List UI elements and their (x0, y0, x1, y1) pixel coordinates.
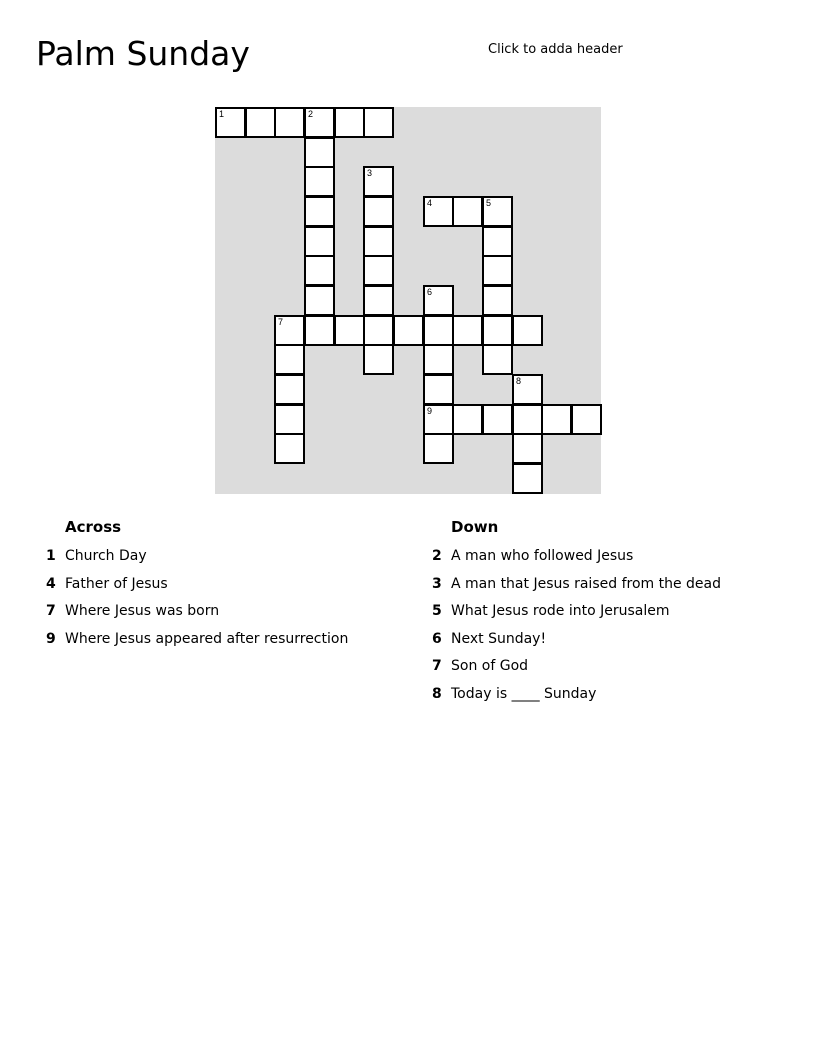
clue-text: Father of Jesus (65, 575, 168, 592)
down-clue (432, 685, 802, 713)
clue-number: 7 (278, 317, 284, 327)
crossword-cell[interactable] (423, 285, 454, 316)
crossword-cell[interactable] (482, 315, 513, 346)
crossword-cell[interactable] (274, 404, 305, 435)
across-clue (46, 547, 406, 575)
crossword-cell[interactable] (482, 404, 513, 435)
clue-number: 8 (516, 376, 522, 386)
clue-text: A man that Jesus raised from the dead (451, 575, 721, 592)
crossword-cell[interactable] (363, 226, 394, 257)
crossword-cell[interactable] (304, 166, 335, 197)
crossword-cell[interactable] (482, 285, 513, 316)
crossword-cell[interactable] (274, 374, 305, 405)
add-header-placeholder[interactable]: Click to adda header (488, 42, 623, 57)
clue-number: 6 (427, 287, 433, 297)
page-title: Palm Sunday (36, 34, 250, 73)
crossword-cell[interactable] (334, 315, 365, 346)
crossword-cell[interactable] (215, 107, 246, 138)
clue-number: 4 (427, 198, 433, 208)
clue-text: A man who followed Jesus (451, 548, 634, 564)
crossword-cell[interactable] (512, 315, 543, 346)
down-clue-list (432, 547, 802, 712)
crossword-cell[interactable] (512, 374, 543, 405)
crossword-cell[interactable] (512, 433, 543, 464)
crossword-cell[interactable] (274, 107, 305, 138)
clue-number: 5 (486, 198, 492, 208)
clue-number: 8 (432, 685, 442, 702)
crossword-grid (215, 107, 601, 494)
crossword-cell[interactable] (482, 344, 513, 375)
clue-number: 2 (432, 548, 442, 564)
crossword-cell[interactable] (363, 107, 394, 138)
crossword-cell[interactable] (482, 196, 513, 227)
clue-number: 9 (46, 630, 56, 647)
clue-number: 7 (432, 658, 442, 674)
clue-number: 3 (432, 575, 442, 592)
crossword-cell[interactable] (304, 226, 335, 257)
clue-number: 9 (427, 406, 433, 416)
crossword-cell[interactable] (423, 315, 454, 346)
crossword-cell[interactable] (482, 226, 513, 257)
crossword-cell[interactable] (245, 107, 276, 138)
crossword-cell[interactable] (334, 107, 365, 138)
across-clue-list (46, 547, 406, 657)
crossword-cell[interactable] (423, 404, 454, 435)
crossword-cell[interactable] (452, 196, 483, 227)
clue-number: 3 (367, 168, 373, 178)
crossword-cell[interactable] (423, 374, 454, 405)
crossword-cell[interactable] (304, 107, 335, 138)
down-clue (432, 602, 802, 630)
down-heading: Down (451, 518, 499, 536)
clue-number: 6 (432, 630, 442, 647)
crossword-cell[interactable] (363, 196, 394, 227)
crossword-cell[interactable] (423, 433, 454, 464)
across-clues (46, 517, 406, 657)
crossword-cell[interactable] (571, 404, 602, 435)
crossword-cell[interactable] (423, 344, 454, 375)
crossword-cell[interactable] (274, 433, 305, 464)
crossword-cell[interactable] (452, 404, 483, 435)
crossword-cell[interactable] (423, 196, 454, 227)
crossword-cell[interactable] (541, 404, 572, 435)
down-clue (432, 657, 802, 685)
down-clues (432, 517, 802, 712)
across-clue (46, 602, 406, 630)
crossword-cell[interactable] (393, 315, 424, 346)
clue-number: 1 (219, 109, 225, 119)
crossword-cell[interactable] (274, 344, 305, 375)
down-clue (432, 575, 802, 603)
crossword-cell[interactable] (363, 315, 394, 346)
crossword-cell[interactable] (363, 285, 394, 316)
crossword-cell[interactable] (363, 166, 394, 197)
down-clue (432, 630, 802, 658)
clue-number: 1 (46, 548, 56, 564)
clue-text: Next Sunday! (451, 630, 547, 647)
crossword-cell[interactable] (304, 315, 335, 346)
clue-text: Son of God (451, 658, 529, 674)
crossword-cell[interactable] (363, 255, 394, 286)
clue-text: Today is ____ Sunday (451, 685, 597, 702)
across-clue (46, 630, 406, 658)
across-clue (46, 575, 406, 603)
crossword-cell[interactable] (363, 344, 394, 375)
clue-text: Church Day (65, 548, 147, 564)
clue-text: Where Jesus appeared after resurrection (65, 630, 349, 647)
clue-number: 2 (308, 109, 314, 119)
clue-text: What Jesus rode into Jerusalem (451, 603, 670, 619)
clue-number: 5 (432, 603, 442, 619)
crossword-cell[interactable] (274, 315, 305, 346)
across-heading: Across (65, 518, 122, 536)
crossword-cell[interactable] (304, 196, 335, 227)
clue-text: Where Jesus was born (65, 603, 220, 619)
clue-number: 7 (46, 603, 56, 619)
clue-number: 4 (46, 575, 56, 592)
crossword-cell[interactable] (452, 315, 483, 346)
down-clue (432, 547, 802, 575)
crossword-cell[interactable] (304, 137, 335, 168)
crossword-cell[interactable] (304, 285, 335, 316)
crossword-cell[interactable] (512, 463, 543, 494)
crossword-cell[interactable] (304, 255, 335, 286)
crossword-cell[interactable] (482, 255, 513, 286)
crossword-cell[interactable] (512, 404, 543, 435)
